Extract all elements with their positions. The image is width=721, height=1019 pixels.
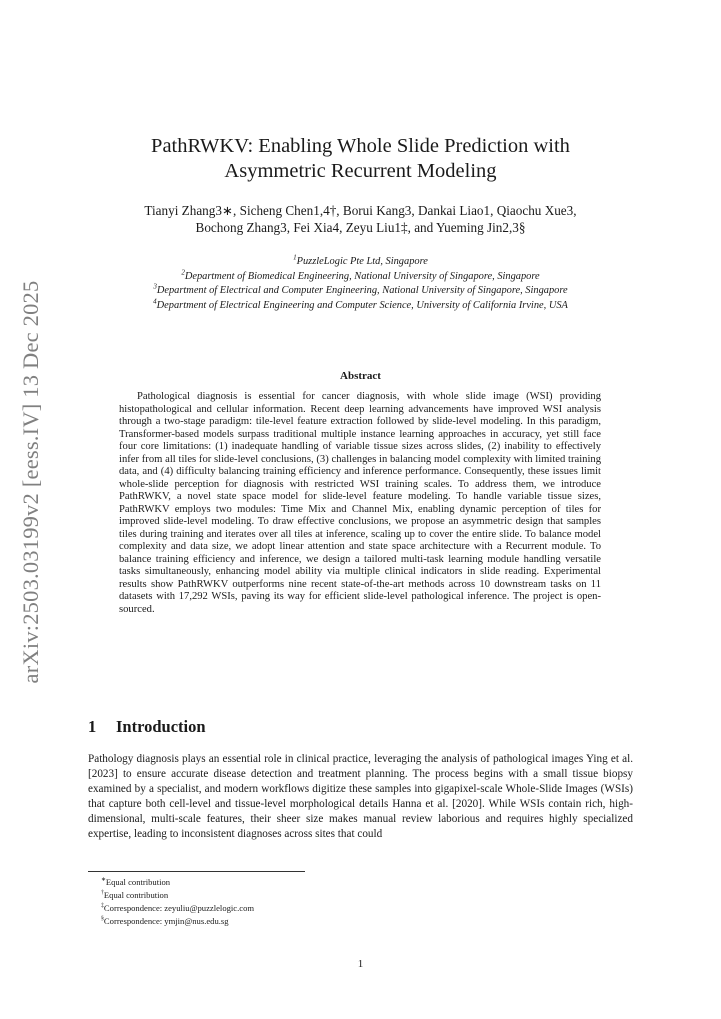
footnote-mark: ‡ xyxy=(101,903,104,910)
footnote-2 xyxy=(101,889,254,902)
abstract-heading: Abstract xyxy=(340,370,381,382)
introduction-paragraph: Pathology diagnosis plays an essential role in clinical practice, leveraging the analysis of pathological images Ying et al. [2023] to ensure accurate disease detection and treatment planning. The process begins with a small tissue biopsy examined by a specialist, and modern workflows digitize these samples into gigapixel-scale Whole-Slide Images (WSIs) that capture both cell-level and tissue-level morphological details Hanna et al. [2020]. While WSIs contain rich, high-dimensional, multi-scale features, their sheer size makes manual review laborious and requires highly specialized expertise, leading to inconsistent diagnoses across sites that could xyxy=(88,753,633,840)
abstract-text: Pathological diagnosis is essential for cancer diagnosis, with whole slide image (WSI) providing histopathological and cellular information. Recent deep learning advancements have improved WSI analysis through a two-stage paradigm: tile-level feature extraction followed by slide-level modeling. In this paradigm, Transformer-based models surpass traditional multiple instance learning approaches in accuracy, yet still face four core limitations: (1) inadequate handling of variable tissue sizes across slides, (2) inability to effectively infer from all tiles for slide-level conclusions, (3) challenges in balancing model complexity with limited training data, and (4) difficulty balancing training efficiency and inference performance. Consequently, these issues limit whole-slide perception for diagnosis with restricted WSI training scales. To address them, we introduce PathRWKV, a novel state space model for slide-level feature modeling. To handle variable tissue sizes, PathRWKV employs two modules: Time Mix and Channel Mix, enabling dynamic perception of tiles for improved slide-level modeling. To draw effective conclusions, we propose an asymmetric design that samples tiles during training and iterates over all tiles at inference, scaling up to cover the entire slide. To balance model complexity and data size, we adopt linear attention and state space architecture with a Recurrent module. To balance training efficiency and inference, we design a tailored multi-task learning module handling versatile tasks simultaneously, enhancing model ability via multiple clinical indicators in slide reading. Experimental results show PathRWKV outperforms nine recent state-of-the-art methods across 10 downstream tasks on 11 datasets with 17,292 WSIs, paving its way for efficient slide-level pathological inference. The project is open-sourced. xyxy=(119,391,601,615)
title-line-2: Asymmetric Recurrent Modeling xyxy=(224,160,497,182)
footnote-3 xyxy=(101,902,254,915)
footnote-mark: ∗ xyxy=(101,877,106,884)
affiliation-text: Department of Biomedical Engineering, National University of Singapore, Singapore xyxy=(184,270,540,282)
section-number: 1 xyxy=(88,717,97,736)
authors-line-1: Tianyi Zhang3∗, Sicheng Chen1,4†, Borui Kang3, Dankai Liao1, Qiaochu Xue3, xyxy=(144,203,577,218)
author-list xyxy=(0,202,721,236)
footnote-1 xyxy=(101,876,254,889)
affiliation-mark: 1 xyxy=(293,253,297,262)
affiliation-text: PuzzleLogic Pte Ltd, Singapore xyxy=(296,256,428,267)
footnote-divider xyxy=(88,871,305,872)
footnote-mark: § xyxy=(101,916,104,923)
footnote-text: Equal contribution xyxy=(105,877,171,887)
affiliation-3 xyxy=(0,284,721,299)
affiliation-mark: 4 xyxy=(153,297,157,306)
affiliation-text: Department of Electrical and Computer Engineering, National University of Singapore, Singapore xyxy=(156,285,568,296)
footnote-text: Correspondence: ymjin@nus.edu.sg xyxy=(103,916,229,926)
section-heading-introduction xyxy=(88,717,206,737)
footnote-4 xyxy=(101,915,254,928)
arxiv-identifier-stamp: arXiv:2503.03199v2 [eess.IV] 13 Dec 2025 xyxy=(18,280,43,684)
page-number: 1 xyxy=(357,958,364,970)
affiliations xyxy=(0,255,721,313)
footnotes xyxy=(101,876,254,928)
affiliation-mark: 2 xyxy=(181,268,185,277)
footnote-text: Equal contribution xyxy=(103,890,169,900)
authors-line-2: Bochong Zhang3, Fei Xia4, Zeyu Liu1‡, and Yueming Jin2,3§ xyxy=(195,220,526,235)
affiliation-4 xyxy=(0,299,721,314)
abstract-body xyxy=(119,391,601,616)
footnote-mark: † xyxy=(101,890,104,897)
affiliation-text: Department of Electrical Engineering and Computer Science, University of California Irvine, USA xyxy=(156,299,568,311)
affiliation-1 xyxy=(0,255,721,270)
paper-title xyxy=(0,134,721,184)
footnote-text: Correspondence: zeyuliu@puzzlelogic.com xyxy=(103,903,255,913)
affiliation-mark: 3 xyxy=(153,282,157,291)
affiliation-2 xyxy=(0,270,721,285)
title-line-1: PathRWKV: Enabling Whole Slide Prediction with xyxy=(151,135,570,157)
section-title: Introduction xyxy=(116,717,206,736)
